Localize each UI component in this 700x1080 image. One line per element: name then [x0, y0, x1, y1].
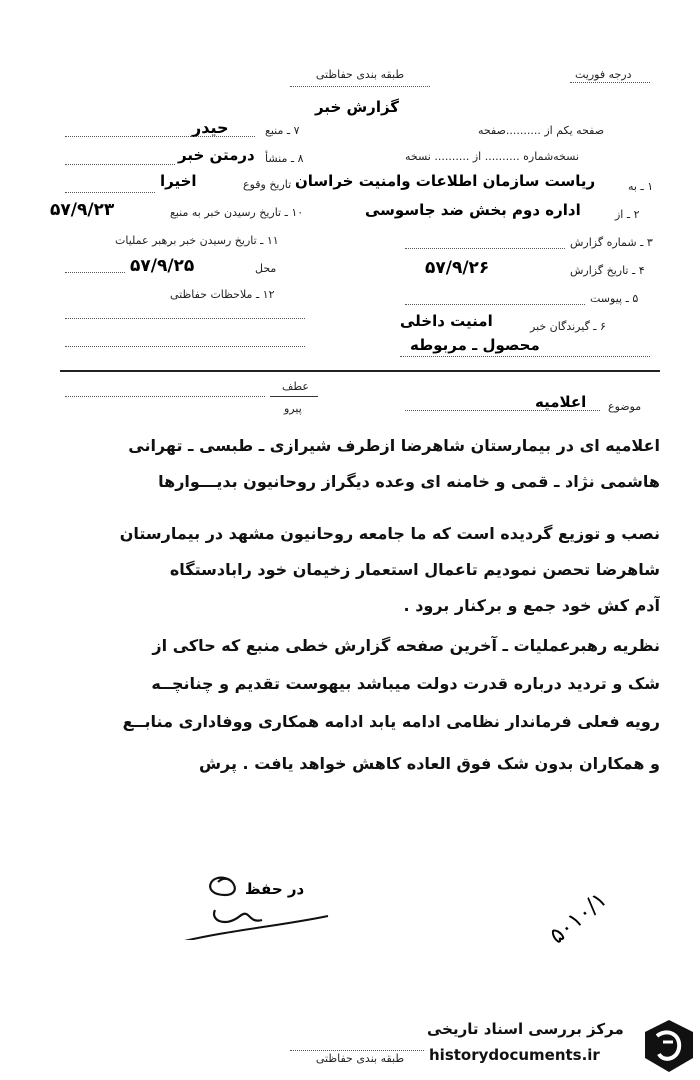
- field-4-label: ۴ ـ تاریخ گزارش: [570, 264, 645, 277]
- document-number: ۵۰۱۰/۱: [545, 887, 613, 950]
- reference-atf: عطف: [282, 380, 309, 393]
- body-line-8: رویه فعلی فرماندار نظامی ادامه یابد ادامه همکاری ووفاداری منابــع: [122, 712, 660, 731]
- source-value: حیدر: [192, 118, 229, 137]
- reference-divider: [270, 396, 318, 397]
- body-line-7: شک و تردید درباره قدرت دولت میباشد بیهوست تقدیم و چنانچــه: [151, 674, 660, 693]
- subject-value: اعلامیه: [535, 393, 587, 411]
- signature-note: در حفظ: [245, 880, 305, 898]
- header-separator: [60, 370, 660, 372]
- body-line-4: شاهرضا تحصن نمودیم تاعمال استعمار زخیمان خود رابادستگاه: [169, 560, 660, 579]
- field-11-line: [65, 272, 125, 273]
- reference-line: [65, 396, 265, 397]
- field-11-label: ۱۱ ـ تاریخ رسیدن خبر برهبر عملیات: [115, 234, 279, 247]
- body-line-6: نظریه رهبرعملیات ـ آخرین صفحه گزارش خطی منبع که حاکی از: [152, 636, 660, 655]
- field-11-place-label: محل: [255, 262, 277, 275]
- priority-label: درجه فوریت: [575, 68, 632, 81]
- field-5-line: [405, 304, 585, 305]
- field-3-label: ۳ ـ شماره گزارش: [570, 236, 653, 249]
- field-10-label: ۱۰ ـ تاریخ رسیدن خبر به منبع: [170, 206, 304, 219]
- field-3-line: [405, 248, 565, 249]
- origin-line: [65, 164, 175, 165]
- body-line-1: اعلامیه ای در بیمارستان شاهرضا ازطرف شیرازی ـ طبسی ـ تهرانی: [128, 436, 660, 455]
- field-10-value: ۵۷/۹/۲۳: [50, 200, 115, 220]
- event-date-label: تاریخ وقوع: [243, 178, 292, 191]
- event-date-line: [65, 192, 155, 193]
- body-line-5: آدم کش خود جمع و برکنار برود .: [403, 596, 660, 615]
- field-12-line-2: [65, 346, 305, 347]
- field-6-line: [400, 356, 650, 357]
- copy-label: نسخه‌شماره .......... از .......... نسخه: [405, 150, 580, 163]
- field-1-label: ۱ ـ به: [628, 180, 654, 193]
- page-label: صفحه یکم از ..........صفحه: [478, 124, 605, 137]
- subject-line: [405, 410, 600, 411]
- field-6-value-1: امنیت داخلی: [400, 312, 493, 330]
- classification-top: طبقه بندی حفاظتی: [315, 68, 405, 81]
- origin-value: درمتن خبر: [178, 146, 255, 164]
- field-11-value: ۵۷/۹/۲۵: [130, 256, 195, 276]
- field-6-value-2: محصول ـ مربوطه: [410, 336, 540, 354]
- body-line-3: نصب و توزیع گردیده است که ما جامعه روحانیون مشهد در بیمارستان: [119, 524, 660, 543]
- reference-piro: پیرو: [284, 402, 302, 415]
- priority-line: [570, 82, 650, 83]
- classification-bottom-line: [290, 1050, 430, 1051]
- classification-top-line: [290, 86, 430, 87]
- field-12-line-1: [65, 318, 305, 319]
- field-4-value: ۵۷/۹/۲۶: [425, 258, 490, 278]
- subject-label: موضوع: [608, 400, 642, 413]
- archive-logo-icon: [643, 1018, 695, 1074]
- origin-label: ۸ ـ منشأ: [265, 152, 304, 165]
- body-line-9: و همکاران بدون شک فوق العاده کاهش خواهد یافت . پرش: [198, 754, 660, 773]
- field-2-label: ۲ ـ از: [615, 208, 640, 221]
- field-12-label: ۱۲ ـ ملاحظات حفاظتی: [170, 288, 275, 301]
- event-date-value: اخیرا: [160, 172, 197, 190]
- classification-bottom: طبقه بندی حفاظتی: [315, 1052, 405, 1065]
- body-line-2: هاشمی نژاد ـ قمی و خامنه ای وعده دیگراز روحانیون بدیـــوارها: [158, 472, 660, 491]
- source-line: [65, 136, 255, 137]
- source-label: ۷ ـ منبع: [265, 124, 300, 137]
- field-5-label: ۵ ـ پیوست: [590, 292, 639, 305]
- archive-center-name: مرکز بررسی اسناد تاریخی: [427, 1020, 624, 1038]
- archive-watermark: [425, 1012, 700, 1080]
- archive-center-url: historydocuments.ir: [429, 1046, 600, 1064]
- report-title: گزارش خبر: [315, 98, 400, 116]
- field-2-value: اداره دوم بخش ضد جاسوسی: [365, 201, 581, 219]
- field-1-value: ریاست سازمان اطلاعات وامنیت خراسان: [295, 172, 596, 190]
- field-6-label: ۶ ـ گیرندگان خبر: [530, 320, 606, 333]
